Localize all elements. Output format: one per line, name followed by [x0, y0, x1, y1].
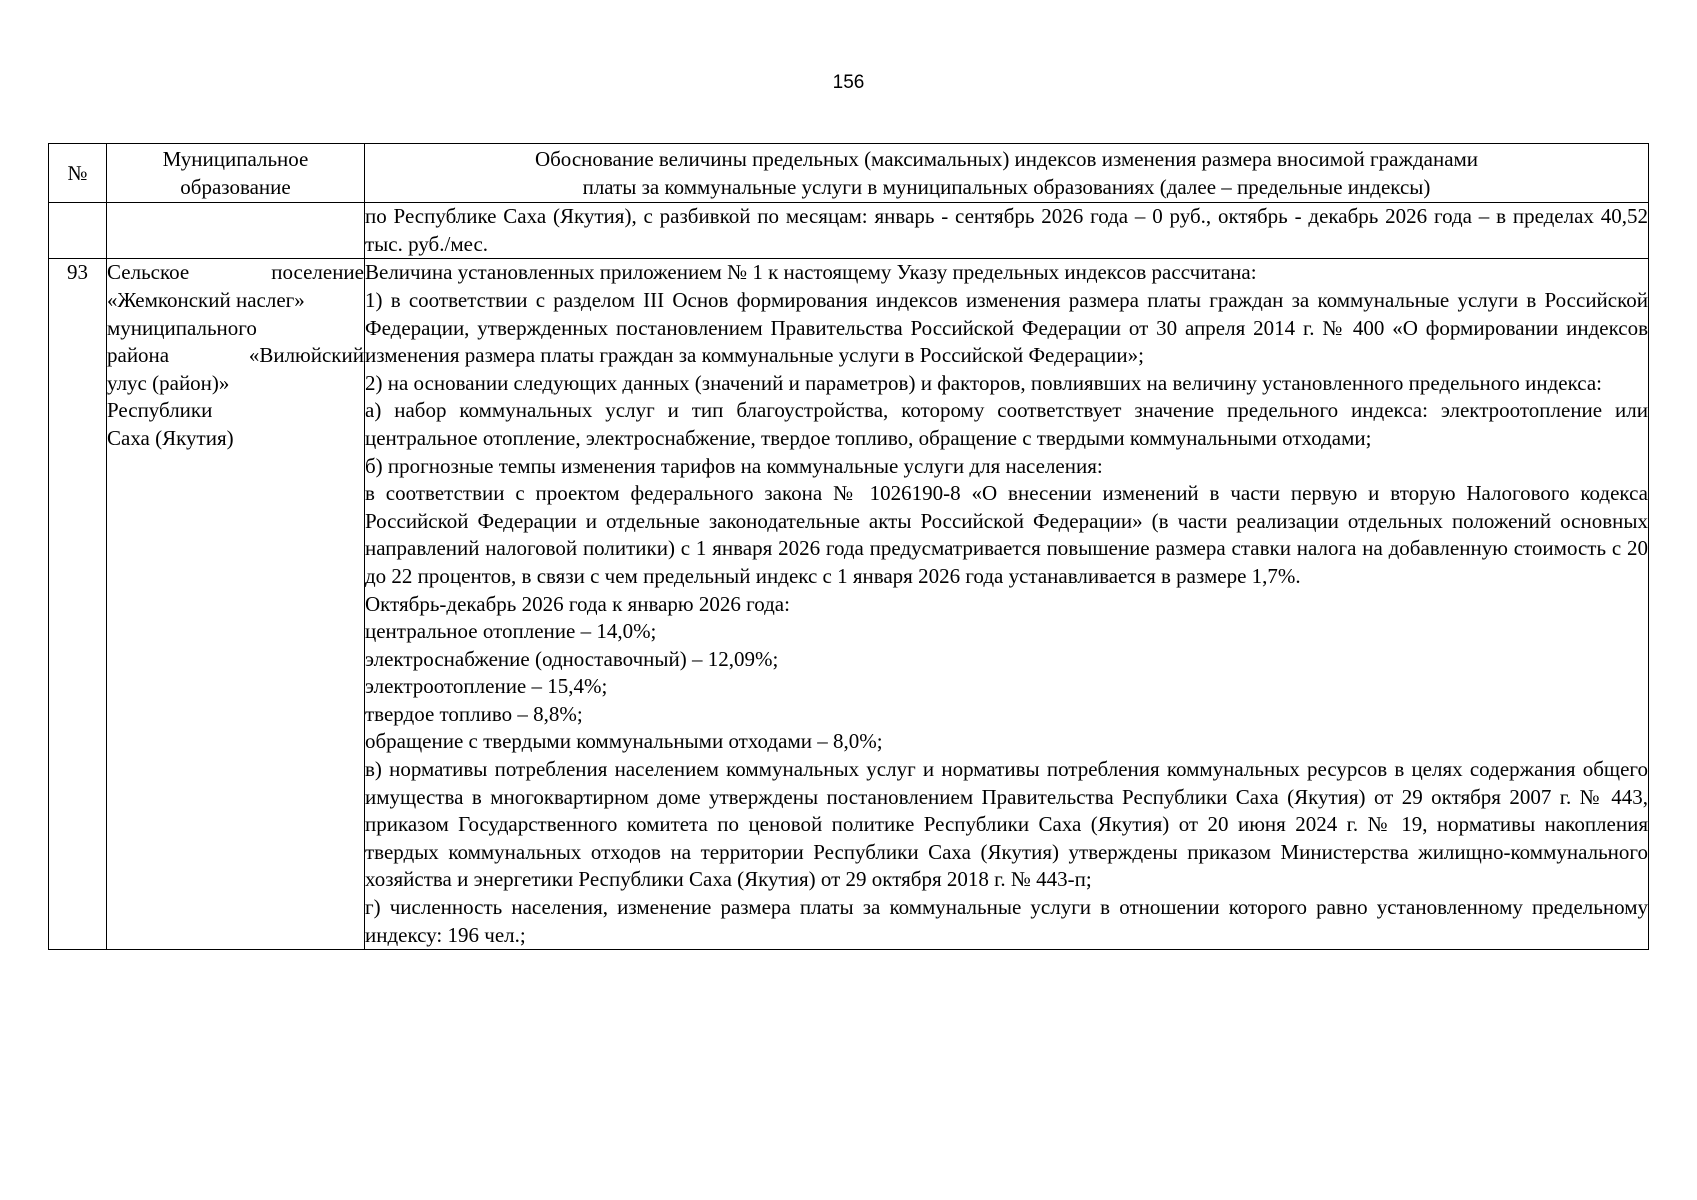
- table-row-93: [49, 259, 1649, 950]
- municipality-line-3: муниципального: [107, 315, 257, 340]
- continuation-number-cell: [49, 203, 107, 259]
- header-number-label: №: [67, 160, 88, 185]
- rate-electricity: электроснабжение (одноставочный) – 12,09%;: [365, 646, 779, 671]
- paragraph-item-g: г) численность населения, изменение размера платы за коммунальные услуги в отношении которого равно установленному предельному индексу: 196 чел.;: [365, 895, 1648, 947]
- rate-solid-waste: обращение с твердыми коммунальными отходами – 8,0%;: [365, 729, 883, 754]
- municipality-line-6: Республики: [107, 398, 213, 423]
- header-justification-line-2: платы за коммунальные услуги в муниципальных образованиях (далее – предельные индексы): [582, 174, 1431, 199]
- row-number-cell: [49, 259, 107, 950]
- municipality-line-4: района «Вилюйский: [107, 343, 364, 368]
- municipality-line-5: улус (район)»: [107, 370, 230, 395]
- paragraph-item-1: 1) в соответствии с разделом III Основ формирования индексов изменения размера платы граждан за коммунальные услуги в Российской Федерации, утвержденных постановлением Правительства Российской Федерации от 30 апреля 2014 г. № 400 «О формировании индексов изменения размера платы граждан за коммунальные услуги в Российской Федерации»;: [365, 287, 1648, 368]
- header-municipality: [107, 144, 365, 203]
- page-number: 156: [832, 72, 865, 93]
- paragraph-vat-note: в соответствии с проектом федерального закона № 1026190-8 «О внесении изменений в части первую и вторую Налогового кодекса Российской Федерации и отдельные законодательные акты Российской Федерации» (в части реализации отдельных положений основных направлений налоговой политики) с 1 января 2026 года предусматривается повышение размера ставки налога на добавленную стоимость с 20 до 22 процентов, в связи с чем предельный индекс с 1 января 2026 года устанавливается в размере 1,7%.: [365, 481, 1648, 588]
- municipality-cell: [107, 259, 365, 950]
- justification-cell: [365, 259, 1649, 950]
- index-justification-table: [48, 143, 1649, 950]
- rate-electric-heating: электроотопление – 15,4%;: [365, 674, 608, 699]
- header-justification: [365, 144, 1649, 203]
- municipality-line-1: Сельское поселение: [107, 260, 364, 285]
- row-number: 93: [67, 260, 88, 285]
- rate-central-heating: центральное отопление – 14,0%;: [365, 619, 657, 644]
- table-header-row: [49, 144, 1649, 203]
- municipality-line-2: «Жемконский наслег»: [107, 287, 305, 312]
- header-municipality-line-1: Муниципальное: [162, 147, 309, 171]
- paragraph-period-heading: Октябрь-декабрь 2026 года к январю 2026 года:: [365, 591, 790, 616]
- municipality-line-7: Саха (Якутия): [107, 425, 234, 450]
- paragraph-item-b: б) прогнозные темпы изменения тарифов на коммунальные услуги для населения:: [365, 453, 1103, 478]
- table-row-continuation: [49, 203, 1649, 259]
- header-justification-line-1: Обоснование величины предельных (максимальных) индексов изменения размера вносимой гражданами: [534, 147, 1479, 171]
- continuation-municipality-cell: [107, 203, 365, 259]
- continuation-text-cell: [365, 203, 1649, 259]
- rate-solid-fuel: твердое топливо – 8,8%;: [365, 701, 583, 726]
- paragraph-item-2: 2) на основании следующих данных (значений и параметров) и факторов, повлиявших на величину установленного предельного индекса:: [365, 370, 1603, 395]
- paragraph-item-a: а) набор коммунальных услуг и тип благоустройства, которому соответствует значение предельного индекса: электроотопление или центральное отопление, электроснабжение, твердое топливо, обращение с твердыми коммунальными отходами;: [365, 398, 1648, 450]
- paragraph-intro: Величина установленных приложением № 1 к настоящему Указу предельных индексов рассчитана:: [365, 260, 1257, 285]
- header-number: [49, 144, 107, 203]
- paragraph-item-v: в) нормативы потребления населением коммунальных услуг и нормативы потребления коммунальных ресурсов в целях содержания общего имущества в многоквартирном доме утверждены постановлением Правительства Республики Саха (Якутия) от 29 октября 2007 г. № 443, приказом Государственного комитета по ценовой политике Республики Саха (Якутия) от 20 июня 2024 г. № 19, нормативы накопления твердых коммунальных отходов на территории Республики Саха (Якутия) утверждены приказом Министерства жилищно-коммунального хозяйства и энергетики Республики Саха (Якутия) от 29 октября 2018 г. № 443-п;: [365, 757, 1648, 892]
- continuation-paragraph: по Республике Саха (Якутия), с разбивкой по месяцам: январь - сентябрь 2026 года – 0 руб., октябрь - декабрь 2026 года – в пределах 40,52 тыс. руб./мес.: [365, 204, 1648, 256]
- header-municipality-line-2: образование: [180, 174, 291, 199]
